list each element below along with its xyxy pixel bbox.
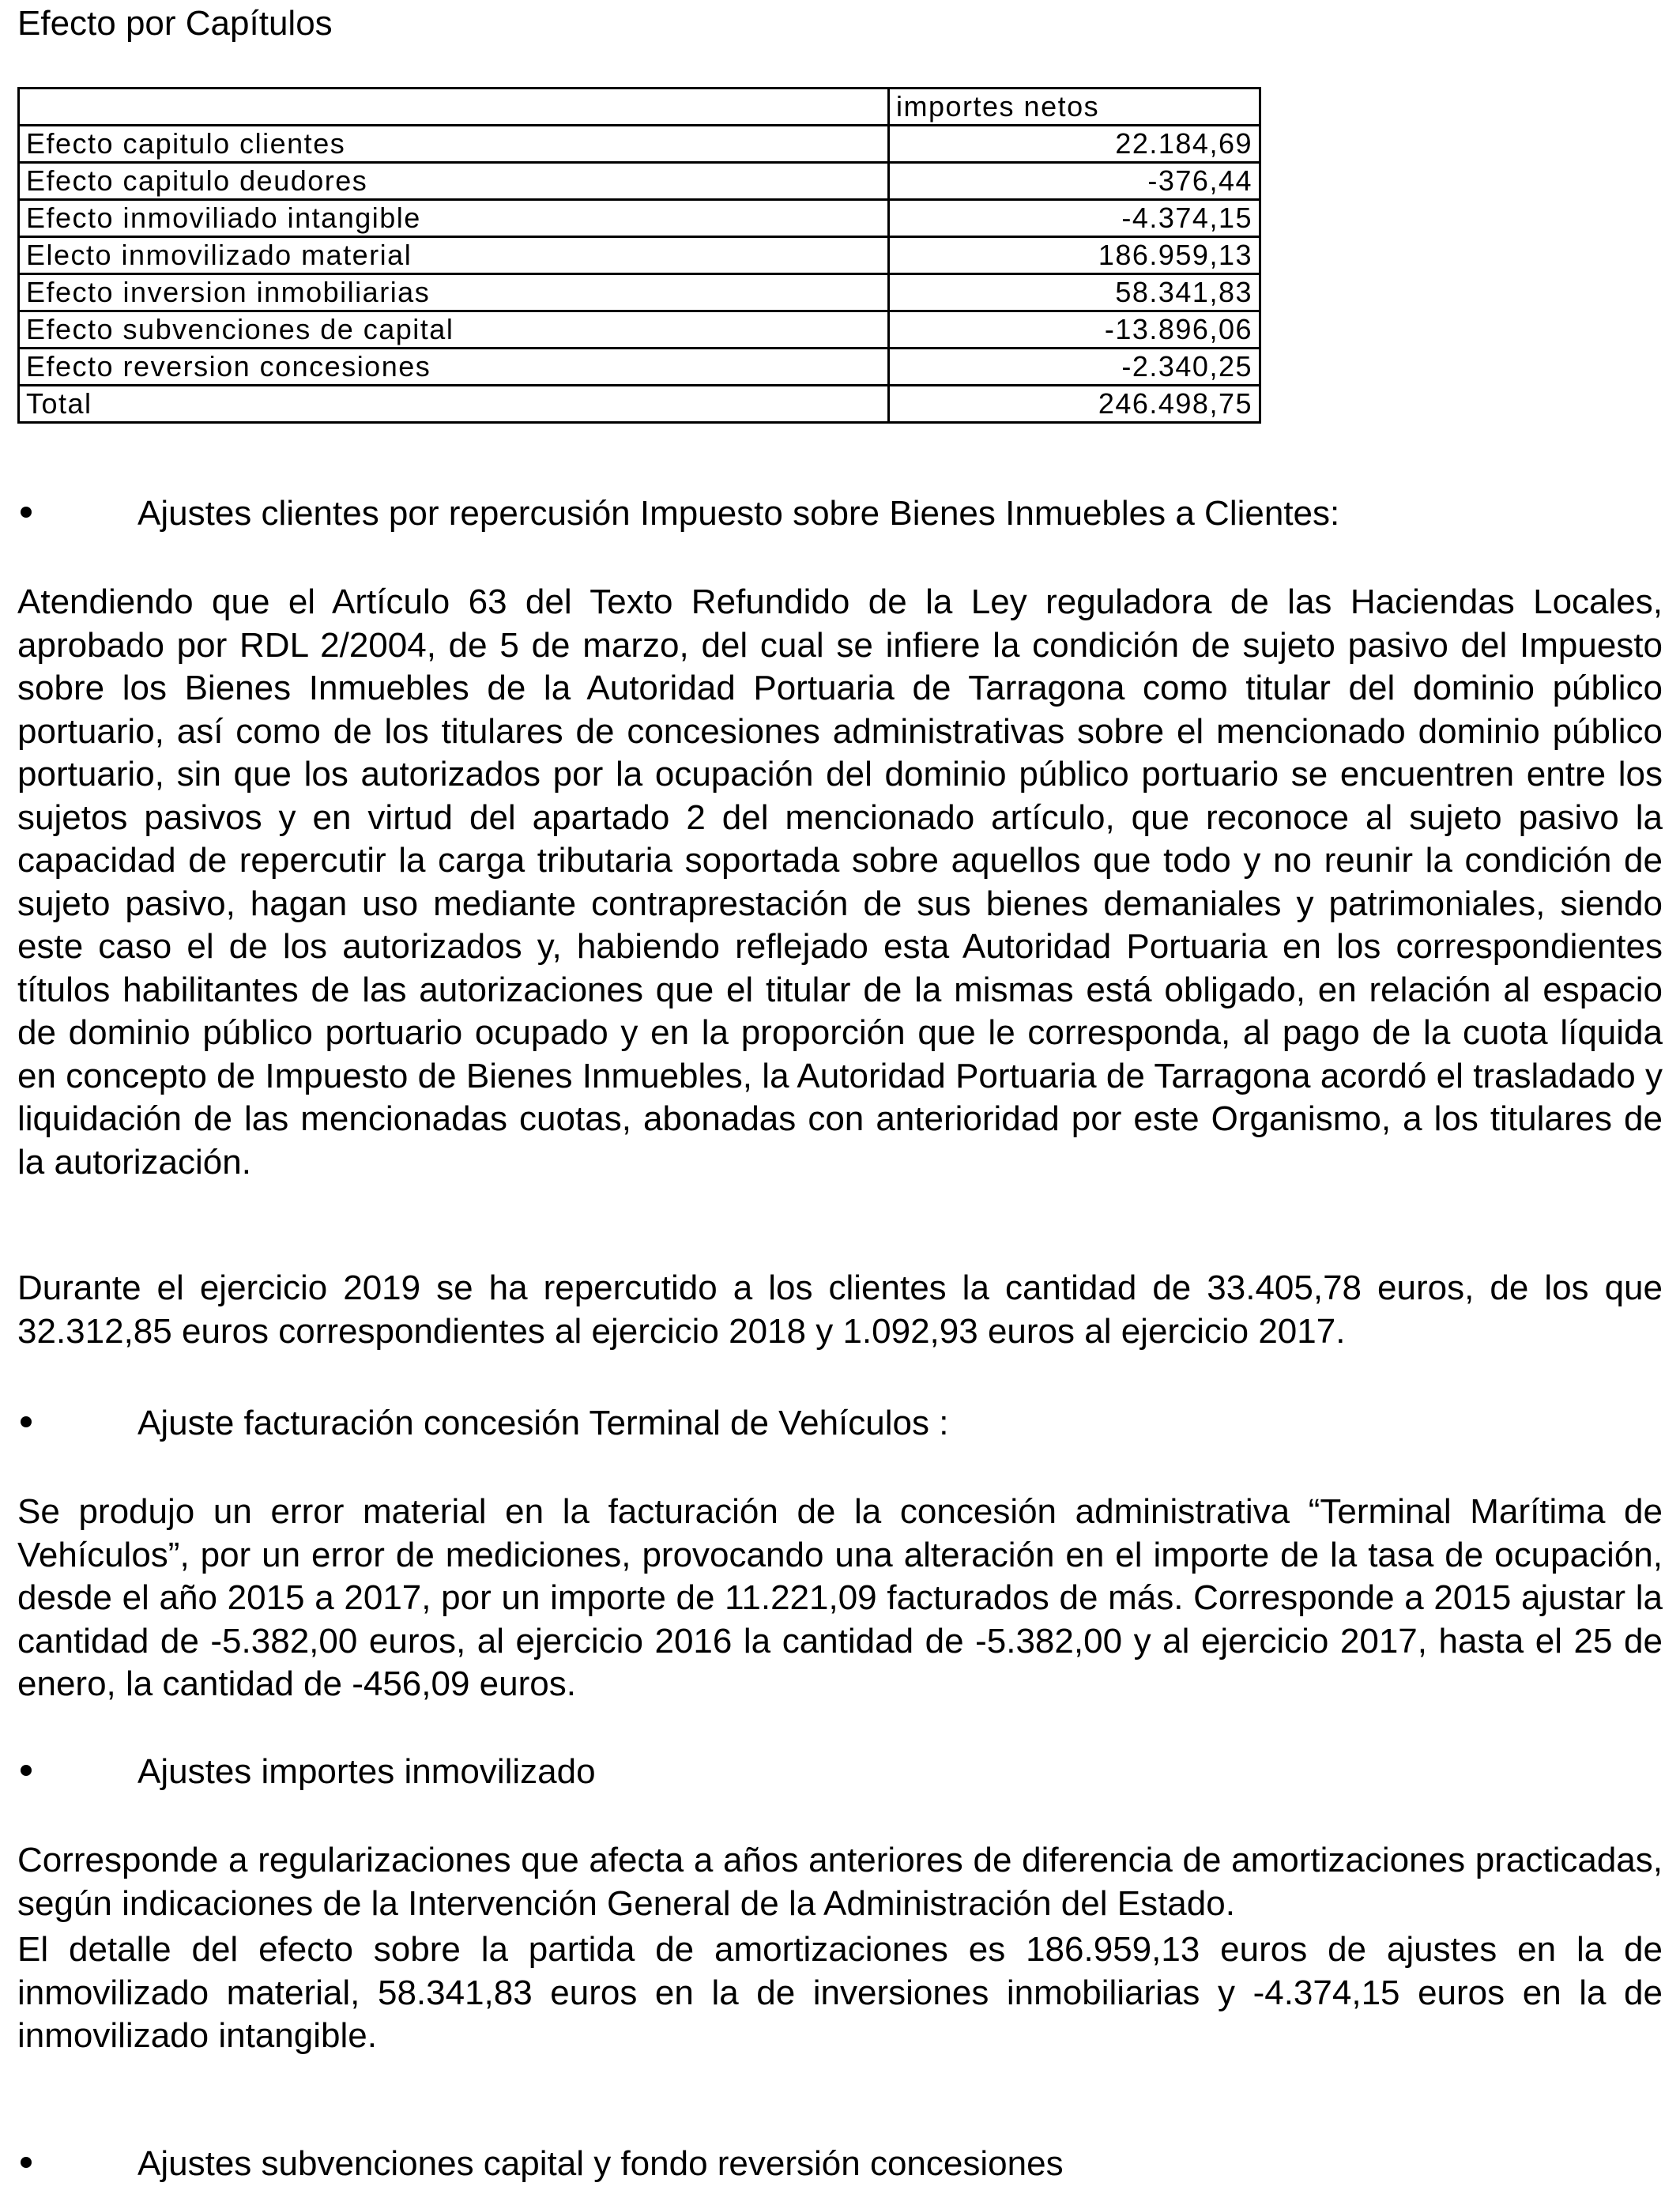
table-row (19, 349, 1260, 386)
table-row (19, 163, 1260, 200)
bullet-icon (21, 2157, 32, 2168)
effects-table (17, 87, 1261, 424)
row-label: Efecto reversion concesiones (19, 349, 889, 386)
table-row (19, 274, 1260, 311)
row-label: Efecto inversion inmobiliarias (19, 274, 889, 311)
bullet-item-inmovilizado (17, 1750, 596, 1794)
row-label: Efecto capitulo clientes (19, 126, 889, 163)
table-row (19, 311, 1260, 349)
row-label: Efecto inmoviliado intangible (19, 200, 889, 237)
bullet-item-ibi (17, 492, 1340, 536)
table-header-amount: importes netos (889, 89, 1260, 126)
row-amount: 186.959,13 (889, 237, 1260, 274)
row-label: Electo inmovilizado material (19, 237, 889, 274)
bullet-text: Ajustes subvenciones capital y fondo reversión concesiones (137, 2144, 1064, 2183)
row-label: Efecto subvenciones de capital (19, 311, 889, 349)
table-header-row (19, 89, 1260, 126)
row-amount: 22.184,69 (889, 126, 1260, 163)
bullet-icon (21, 1765, 32, 1776)
bullet-text: Ajustes importes inmovilizado (137, 1752, 596, 1791)
table-row (19, 237, 1260, 274)
bullet-icon (21, 507, 32, 518)
bullet-item-terminal (17, 1401, 949, 1446)
page-title: Efecto por Capítulos (17, 4, 333, 43)
table-row (19, 126, 1260, 163)
paragraph-ibi-amounts: Durante el ejercicio 2019 se ha repercutido a los clientes la cantidad de 33.405,78 euros, de los que 32.312,85 euros correspondientes al ejercicio 2018 y 1.092,93 euros al ejercicio 2017. (17, 1269, 1663, 1351)
bullet-icon (21, 1416, 32, 1427)
row-amount: -376,44 (889, 163, 1260, 200)
row-amount: -4.374,15 (889, 200, 1260, 237)
row-amount: 58.341,83 (889, 274, 1260, 311)
table-row (19, 200, 1260, 237)
bullet-text: Ajuste facturación concesión Terminal de Vehículos : (137, 1404, 949, 1442)
row-amount: -13.896,06 (889, 311, 1260, 349)
paragraph-ibi-explanation: Atendiendo que el Artículo 63 del Texto Refundido de la Ley reguladora de las Haciendas Locales, aprobado por RDL 2/2004, de 5 de marzo, del cual se infiere la condición de sujeto pasivo del Impuesto sobre los Bienes Inmuebles de la Autoridad Portuaria de Tarragona como titular del dominio público portuario, así como de los titulares de concesiones administrativas sobre el mencionado dominio público portuario, sin que los autorizados por la ocupación del dominio público portuario se encuentren entre los sujetos pasivos y en virtud del apartado 2 del mencionado artículo, que reconoce al sujeto pasivo la capacidad de repercutir la carga tributaria soportada sobre aquellos que todo y no reunir la condición de sujeto pasivo, hagan uso mediante contraprestación de sus bienes demaniales y patrimoniales, siendo este caso el de los autorizados y, habiendo reflejado esta Autoridad Portuaria en los correspondientes títulos habilitantes de las autorizaciones que el titular de la mismas está obligado, en relación al espacio de dominio público portuario ocupado y en la proporción que le corresponda, al pago de la cuota líquida en concepto de Impuesto de Bienes Inmuebles, la Autoridad Portuaria de Tarragona acordó el trasladado y liquidación de las mencionadas cuotas, abonadas con anterioridad por este Organismo, a los titulares de la autorización. (17, 582, 1663, 1182)
paragraph-terminal: Se produjo un error material en la facturación de la concesión administrativa “Terminal Marítima de Vehículos”, por un error de mediciones, provocando una alteración en el importe de la tasa de ocupación, desde el año 2015 a 2017, por un importe de 11.221,09 facturados de más. Corresponde a 2015 ajustar la cantidad de -5.382,00 euros, al ejercicio 2016 la cantidad de -5.382,00 y al ejercicio 2017, hasta el 25 de enero, la cantidad de -456,09 euros. (17, 1492, 1663, 1703)
row-label: Efecto capitulo deudores (19, 163, 889, 200)
table-total-row (19, 386, 1260, 423)
bullet-item-subvenciones (17, 2142, 1064, 2186)
total-amount: 246.498,75 (889, 386, 1260, 423)
paragraph-inmovilizado: Corresponde a regularizaciones que afecta a años anteriores de diferencia de amortizaciones practicadas, según indicaciones de la Intervención General de la Administración del Estado. (17, 1841, 1663, 1923)
row-amount: -2.340,25 (889, 349, 1260, 386)
bullet-text: Ajustes clientes por repercusión Impuesto sobre Bienes Inmuebles a Clientes: (137, 494, 1340, 533)
paragraph-amortizaciones: El detalle del efecto sobre la partida de amortizaciones es 186.959,13 euros de ajustes en la de inmovilizado material, 58.341,83 euros en la de inversiones inmobiliarias y -4.374,15 euros en la de inmovilizado intangible. (17, 1930, 1663, 2055)
total-label: Total (19, 386, 889, 423)
table-header-label (19, 89, 889, 126)
